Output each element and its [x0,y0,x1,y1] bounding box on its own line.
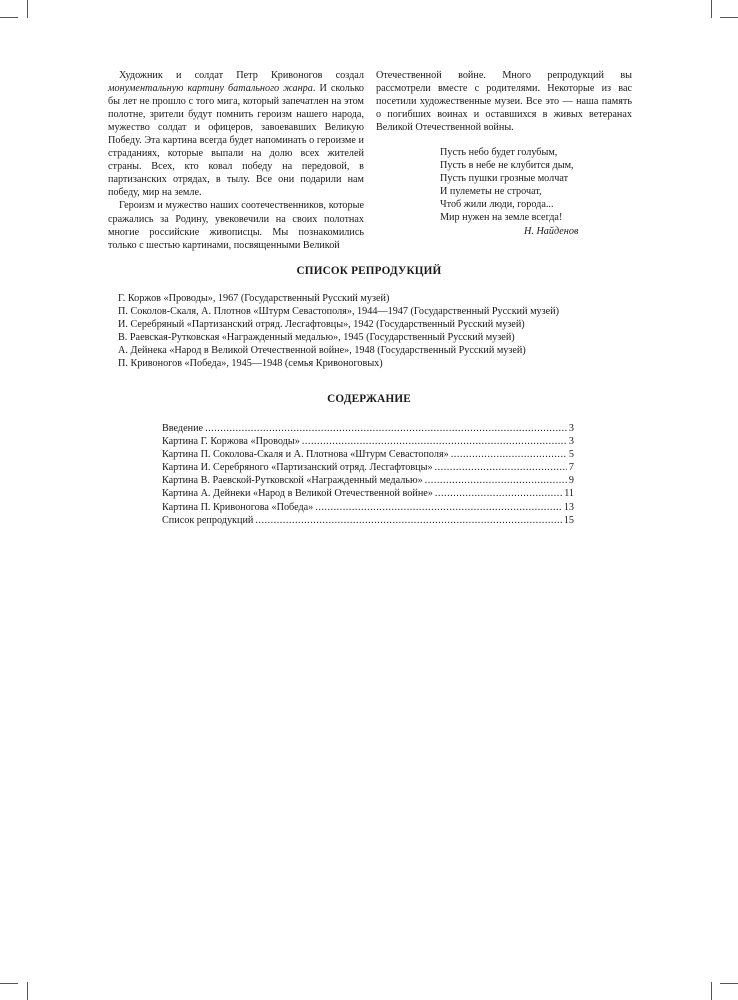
list-item: А. Дейнека «Народ в Великой Отечественной войне», 1948 (Государственный Русский музей) [118,345,526,357]
poem-author: Н. Найденов [524,225,579,237]
crop-mark-top-left [27,0,28,18]
list-item: И. Серебряный «Партизанский отряд. Лесгафтовцы», 1942 (Государственный Русский музей) [118,319,525,331]
toc-entry-title: Картина В. Раевской-Рутковской «Награжденный медалью» [162,475,423,487]
toc-leader-dots [451,448,567,461]
article-paragraph: Отечественной войне. Много репродукций вы рассмотрели вместе с родителями. Некоторые из вас посетили художественные музеи. Все это — наша память о погибших воинах и оставшихся в живых ветеранах Великой Отечественной войны. [376,70,632,134]
crop-mark-bottom-left [27,982,28,1000]
toc-entry [162,422,574,435]
list-item: В. Раевская-Рутковская «Награжденный медалью», 1945 (Государственный Русский музей) [118,332,515,344]
toc-leader-dots [425,474,567,487]
article-left-column [108,69,364,252]
table-of-contents [162,422,574,527]
poem-line: Пусть в небе не клубится дым, [440,160,574,172]
toc-entry-title: Список репродукций [162,514,254,526]
crop-mark-right-top [720,17,738,18]
toc-entry-title: Картина П. Кривоногова «Победа» [162,501,314,513]
poem-line: Пусть пушки грозные молчат [440,173,569,185]
toc-entry [162,448,574,461]
toc-page-number: 7 [568,462,574,474]
poem [440,146,578,238]
toc-entry [162,435,574,448]
contents-title: СОДЕРЖАНИЕ [327,393,411,405]
article-paragraph: Героизм и мужество наших соотечественников, которые сражались за Родину, увековечили на своих полотнах многие российские живописцы. Мы познакомились только с шестью картинами, посвященными Великой [108,200,364,251]
poem-line: Чтоб жили люди, города... [440,199,554,211]
article-right-column [376,69,632,134]
toc-leader-dots [315,501,562,514]
list-item: П. Кривоногов «Победа», 1945—1948 (семья Кривоноговых) [118,358,383,370]
reproductions-title: СПИСОК РЕПРОДУКЦИЙ [296,265,442,277]
crop-mark-left-bottom [0,983,18,984]
toc-page-number: 3 [568,436,574,448]
crop-mark-right-bottom [720,983,738,984]
toc-entry-title: Картина А. Дейнеки «Народ в Великой Отечественной войне» [162,488,433,500]
toc-entry [162,474,574,487]
toc-entry [162,461,574,474]
toc-leader-dots [302,435,567,448]
toc-entry-title: Картина Г. Коржова «Проводы» [162,436,300,448]
crop-mark-top-right [711,0,712,18]
emphasis-text: монументальную картину батального жанра [108,83,313,95]
poem-line: Мир нужен на земле всегда! [440,212,563,224]
toc-page-number: 5 [568,449,574,461]
toc-leader-dots [435,461,567,474]
toc-entry-title: Картина П. Соколова-Скаля и А. Плотнова «Штурм Севастополя» [162,449,449,461]
reproductions-list [118,292,559,371]
poem-line: И пулеметы не строчат, [440,186,542,198]
toc-entry-title: Введение [162,423,204,434]
toc-entry [162,514,574,527]
crop-mark-left-top [0,17,18,18]
toc-leader-dots [435,487,562,500]
toc-entry [162,501,574,514]
poem-line: Пусть небо будет голубым, [440,147,558,158]
crop-mark-bottom-right [711,982,712,1000]
list-item: Г. Коржов «Проводы», 1967 (Государственный Русский музей) [118,293,390,304]
list-item: П. Соколов-Скаля, А. Плотнов «Штурм Севастополя», 1944—1947 (Государственный Русский музей) [118,306,560,318]
toc-page-number: 3 [568,423,574,434]
article-paragraph: Художник и солдат Петр Кривоногов создал монументальную картину батального жанра. И сколько бы лет не прошло с того мига, который запечатлен на этом полотне, зрители будут помнить героизм нашего народа, мужество солдат и офицеров, завоевавших Великую Победу. Эта картина всегда будет напоминать о героизме и страданиях, которые выпали на долю всех жителей страны. Всех, кто ковал победу на передовой, в партизанских отрядах, в тылу. Все они подарили нам победу, мир на земле. [108,70,364,199]
toc-entry [162,487,574,500]
toc-leader-dots [255,514,561,527]
toc-page-number: 9 [568,475,574,487]
toc-entry-title: Картина И. Серебряного «Партизанский отряд. Лесгафтовцы» [162,462,433,474]
toc-leader-dots [205,422,567,435]
toc-page-number: 15 [563,514,574,526]
toc-page-number: 11 [564,488,574,500]
toc-page-number: 13 [563,501,574,513]
